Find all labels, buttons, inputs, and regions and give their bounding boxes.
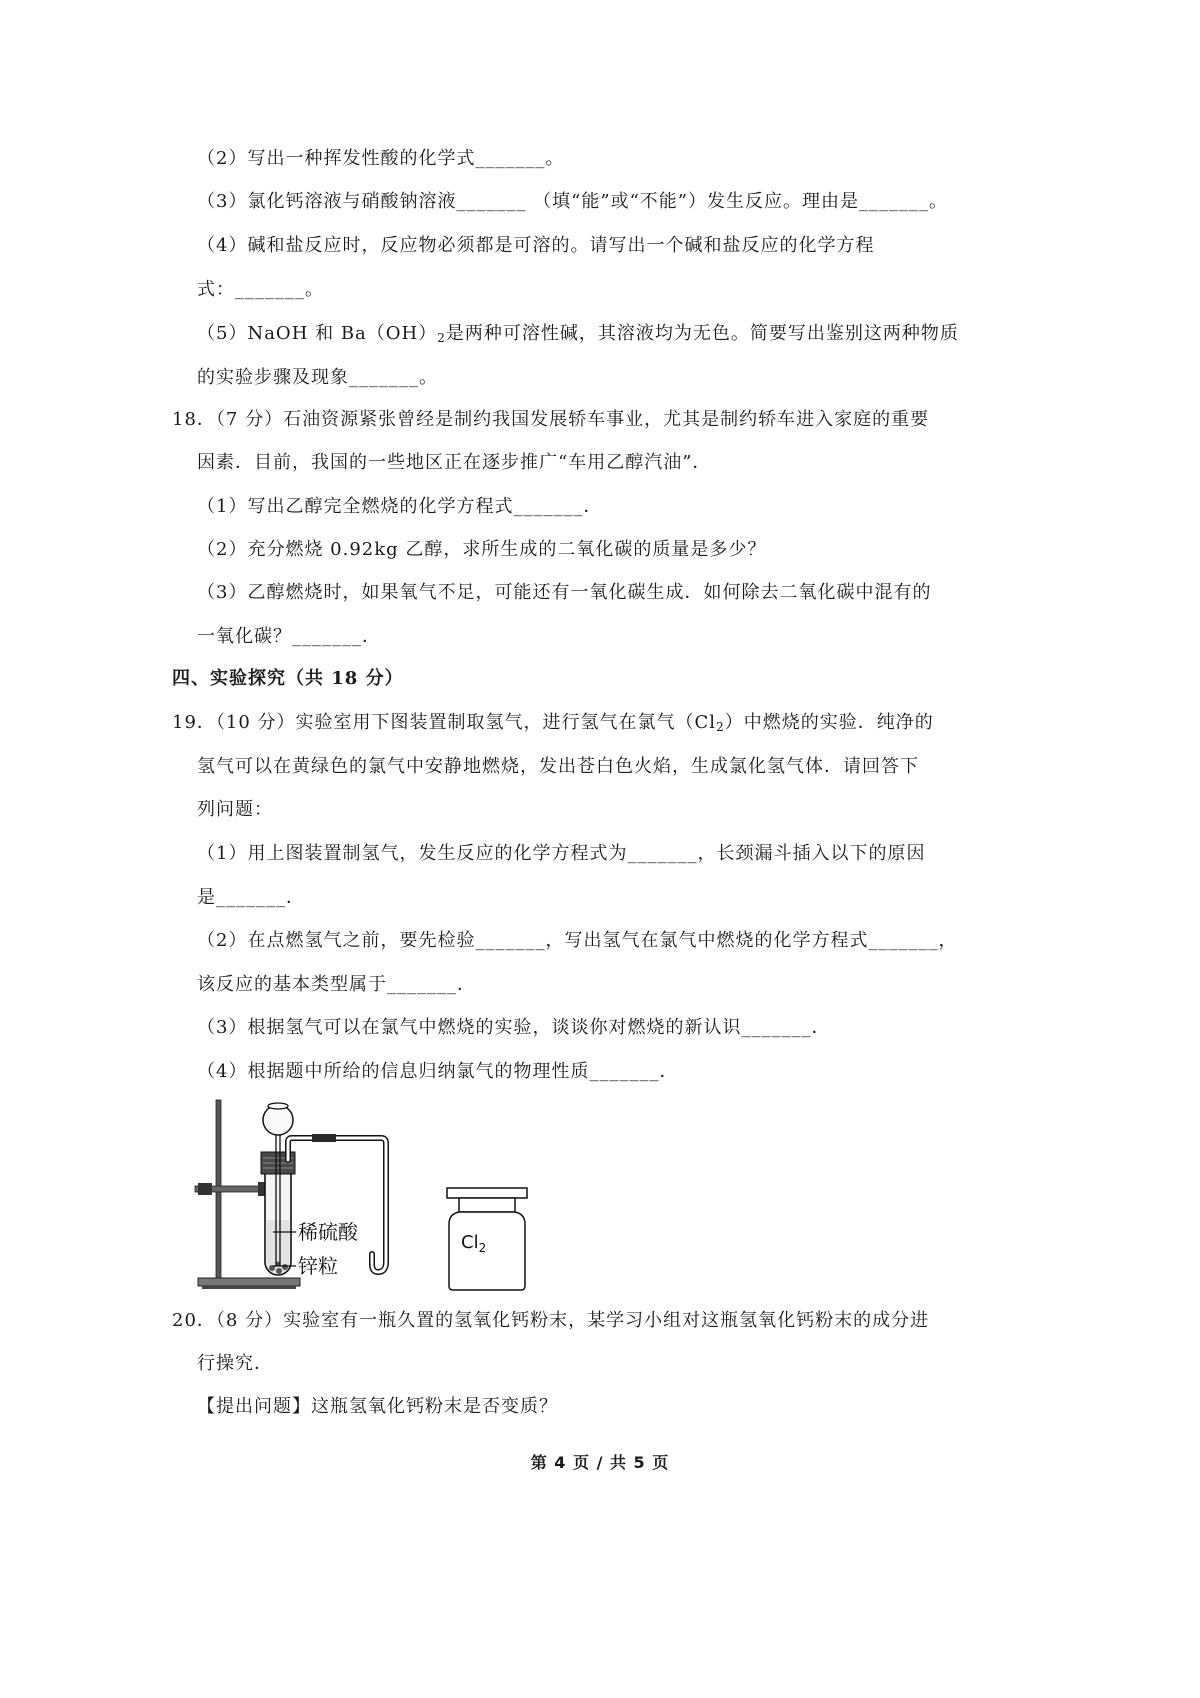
- text-segment: （5）NaOH 和 Ba（OH）: [197, 323, 438, 344]
- text-segment: 【提出问题】这瓶氢氧化钙粉末是否变质？: [197, 1396, 558, 1417]
- q20-stem-line-1: [172, 1309, 929, 1333]
- text-segment: 一氧化碳？_______．: [197, 626, 381, 647]
- text-segment: 式：_______。: [197, 279, 324, 300]
- text-segment: （2）充分燃烧 0.92kg 乙醇，求所生成的二氧化碳的质量是多少？: [197, 539, 767, 560]
- page-number: 第 4 页 / 共 5 页: [530, 1453, 670, 1472]
- q18-part3-line-2: [197, 625, 381, 649]
- hydrogen-apparatus-diagram: [0, 1090, 560, 1300]
- q20-stem-line-2: [197, 1352, 273, 1376]
- text-segment: （3）乙醇燃烧时，如果氧气不足，可能还有一氧化碳生成．如何除去二氧化碳中混有的: [197, 582, 932, 603]
- q17-part3-line: [197, 190, 948, 214]
- q19-part1-line-1: [197, 842, 925, 866]
- text-segment: （1）用上图装置制氢气，发生反应的化学方程式为_______，长颈漏斗插入以下的原因: [197, 843, 926, 864]
- text-segment: （3）氯化钙溶液与硝酸钠溶液_______ （填“能”或“不能”）发生反应。理由是_______。: [197, 191, 948, 212]
- text-segment: 因素．目前，我国的一些地区正在逐步推广“车用乙醇汽油”．: [197, 452, 712, 473]
- text-segment: （2）写出一种挥发性酸的化学式_______。: [197, 148, 565, 169]
- q19-stem-line-1: [172, 711, 934, 735]
- text-segment: 20．（8 分）实验室有一瓶久置的氢氧化钙粉末，某学习小组对这瓶氢氧化钙粉末的成分进: [172, 1310, 930, 1331]
- q17-part4-line-2: [197, 278, 324, 302]
- rubber-connector: [312, 1134, 336, 1142]
- text-segment: 的实验步骤及现象_______。: [197, 367, 438, 388]
- text-segment: （2）在点燃氢气之前，要先检验_______，写出氢气在氯气中燃烧的化学方程式_______，: [197, 930, 958, 951]
- q18-stem-line-2: [197, 451, 711, 475]
- text-segment: 氢气可以在黄绿色的氯气中安静地燃烧，发出苍白色火焰，生成氯化氢气体．请回答下: [197, 756, 919, 777]
- clamp-knob: [198, 1183, 212, 1195]
- q18-stem-line-1: [172, 408, 929, 432]
- q19-part4-line: [197, 1060, 678, 1084]
- stand-base: [198, 1278, 300, 1286]
- q20-question-line: [197, 1395, 558, 1419]
- text-segment: （4）根据题中所给的信息归纳氯气的物理性质_______．: [197, 1061, 679, 1082]
- text-segment: 是_______．: [197, 887, 305, 908]
- text-segment: （4）碱和盐反应时，反应物必须都是可溶的。请写出一个碱和盐反应的化学方程: [197, 235, 875, 256]
- zinc-label: 锌粒: [298, 1254, 338, 1278]
- gas-label-symbol: Cl: [461, 1232, 479, 1253]
- delivery-tube: [288, 1138, 386, 1272]
- q19-part2-line-2: [197, 973, 476, 997]
- subscript: 2: [716, 720, 725, 734]
- text-segment: 19．（10 分）实验室用下图装置制取氢气，进行氢气在氯气（Cl: [172, 712, 717, 733]
- q17-part2-line: [197, 147, 564, 171]
- acid-label: 稀硫酸: [298, 1220, 358, 1244]
- text-segment: 行操究．: [197, 1353, 273, 1374]
- text-segment: 四、实验探究（共 18 分）: [172, 668, 404, 689]
- text-segment: （1）写出乙醇完全燃烧的化学方程式_______．: [197, 496, 603, 517]
- text-segment: 该反应的基本类型属于_______．: [197, 974, 476, 995]
- page-footer: [0, 1450, 1200, 1473]
- gas-label-subscript: 2: [478, 1241, 487, 1255]
- stand-base-foot: [202, 1286, 296, 1289]
- q19-part1-line-2: [197, 886, 305, 910]
- q19-part3-line: [197, 1016, 830, 1040]
- q18-part2-line: [197, 538, 766, 562]
- text-segment: （3）根据氢气可以在氯气中燃烧的实验，谈谈你对燃烧的新认识_______．: [197, 1017, 831, 1038]
- subscript: 2: [437, 331, 446, 345]
- q17-part5-line-2: [197, 366, 438, 390]
- jar-neck: [459, 1198, 515, 1212]
- funnel-rim: [268, 1103, 288, 1109]
- text-segment: 是两种可溶性碱，其溶液均为无色。简要写出鉴别这两种物质: [445, 323, 959, 344]
- q18-part3-line-1: [197, 581, 931, 605]
- text-segment: ）中燃烧的实验．纯净的: [724, 712, 934, 733]
- q19-stem-line-3: [197, 798, 273, 822]
- text-segment: 18．（7 分）石油资源紧张曾经是制约我国发展轿车事业，尤其是制约轿车进入家庭的重要: [172, 409, 930, 430]
- jar-stopper: [447, 1188, 527, 1198]
- q17-part4-line-1: [197, 234, 874, 258]
- q18-part1-line: [197, 495, 602, 519]
- section-heading: [172, 667, 404, 691]
- q17-part5-line-1: [197, 322, 959, 346]
- gas-jar: [447, 1188, 527, 1290]
- text-segment: 列问题：: [197, 799, 273, 820]
- q19-stem-line-2: [197, 755, 919, 779]
- q19-part2-line-1: [197, 929, 957, 953]
